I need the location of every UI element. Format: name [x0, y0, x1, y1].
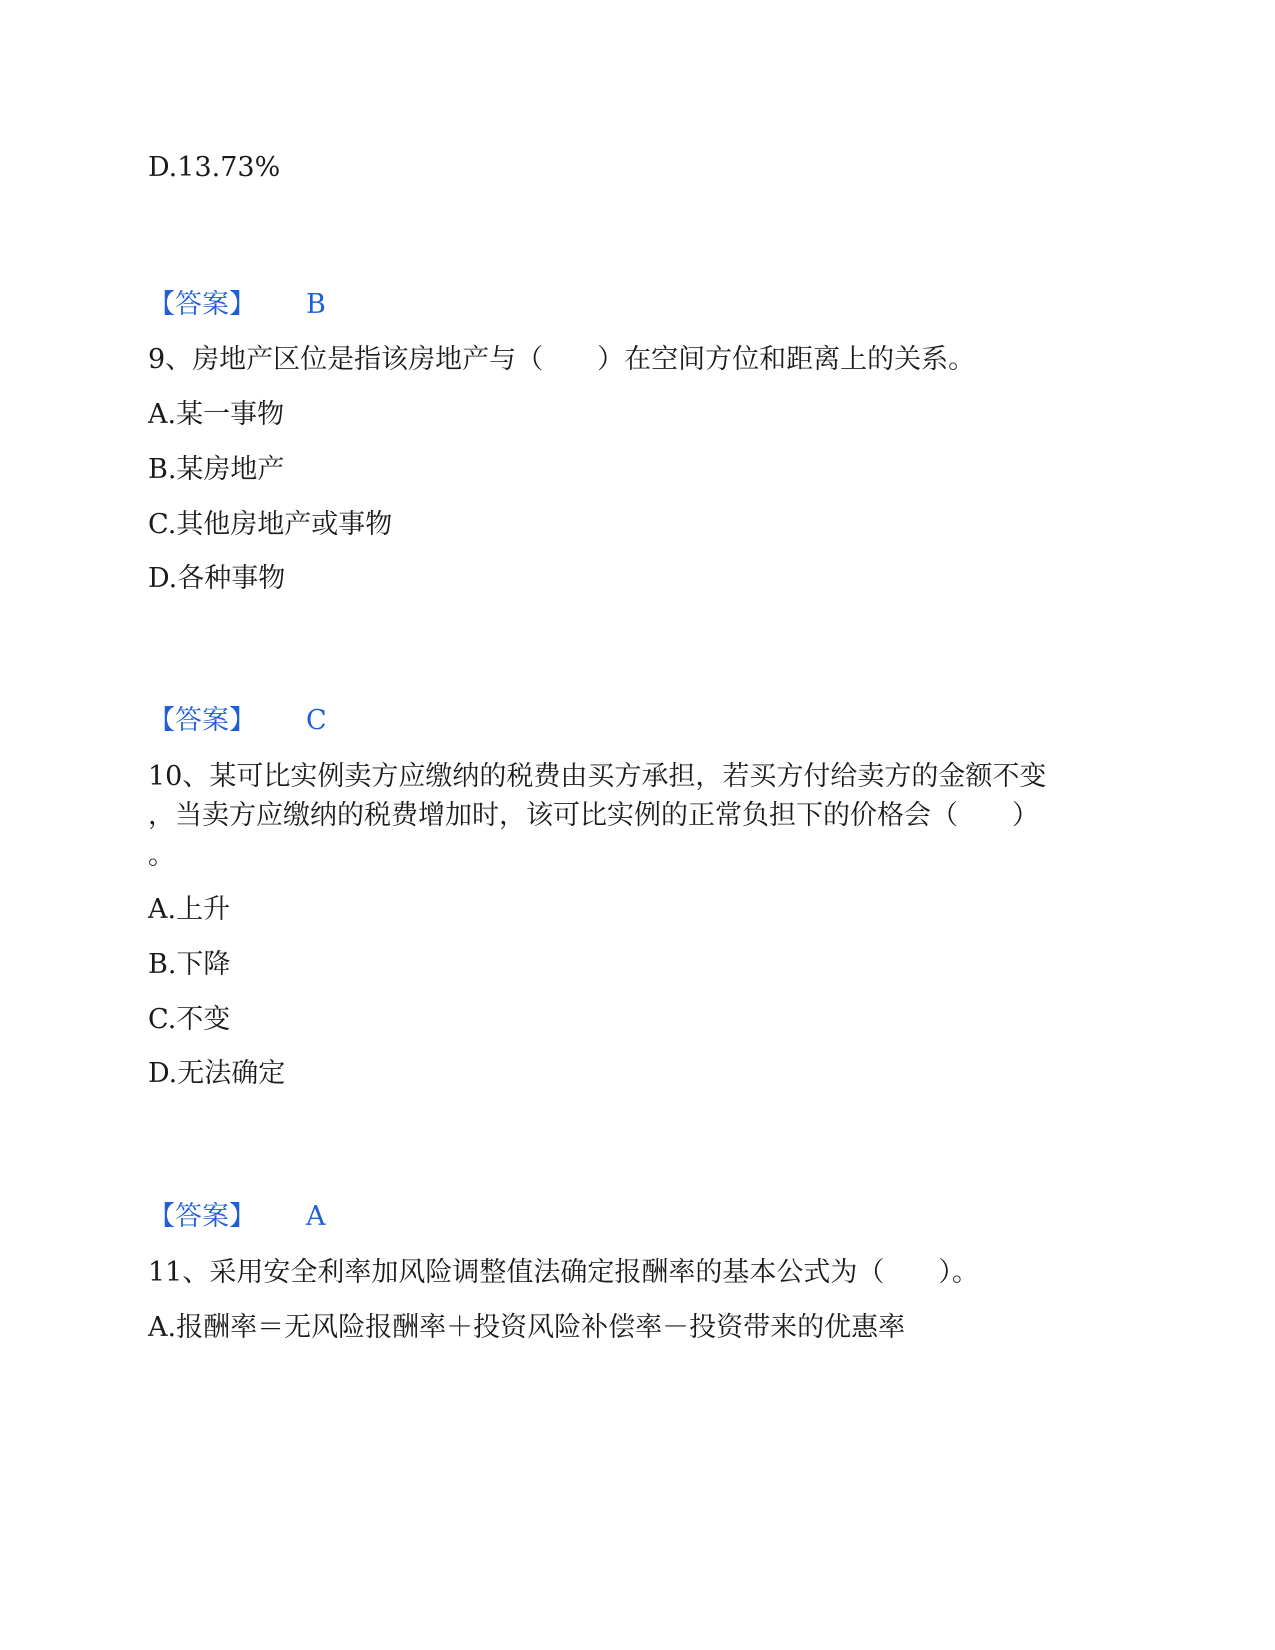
- answer-line-9: [148, 701, 327, 741]
- question-9-option-a: A.某一事物: [148, 399, 285, 430]
- question-10-option-b: B.下降: [148, 949, 231, 980]
- question-10-line-3: 。: [148, 840, 175, 871]
- answer-value: B: [306, 289, 326, 320]
- question-9-option-d: D.各种事物: [148, 563, 286, 594]
- question-11-option-a: A.报酬率＝无风险报酬率＋投资风险补偿率－投资带来的优惠率: [148, 1312, 906, 1343]
- question-10-option-d: D.无法确定: [148, 1058, 286, 1089]
- answer-label: 【答案】: [148, 289, 256, 320]
- question-9-option-b: B.某房地产: [148, 454, 285, 485]
- answer-label: 【答案】: [148, 705, 256, 736]
- question-11: 11、采用安全利率加风险调整值法确定报酬率的基本公式为（ ）。: [148, 1257, 979, 1288]
- answer-value: C: [306, 705, 327, 736]
- answer-line-10: [148, 1197, 326, 1237]
- question-10-option-c: C.不变: [148, 1004, 231, 1035]
- answer-value: A: [306, 1201, 326, 1232]
- question-10-line-1: 10、某可比实例卖方应缴纳的税费由买方承担，若买方付给卖方的金额不变: [148, 761, 1047, 792]
- question-9-option-c: C.其他房地产或事物: [148, 509, 393, 540]
- option-d-prev: D.13.73%: [148, 152, 281, 183]
- question-10-line-2: ，当卖方应缴纳的税费增加时，该可比实例的正常负担下的价格会（ ）: [148, 800, 1039, 831]
- answer-line-8: [148, 285, 326, 325]
- question-10-option-a: A.上升: [148, 894, 231, 925]
- answer-label: 【答案】: [148, 1201, 256, 1232]
- question-9: 9、房地产区位是指该房地产与（ ）在空间方位和距离上的关系。: [148, 344, 976, 375]
